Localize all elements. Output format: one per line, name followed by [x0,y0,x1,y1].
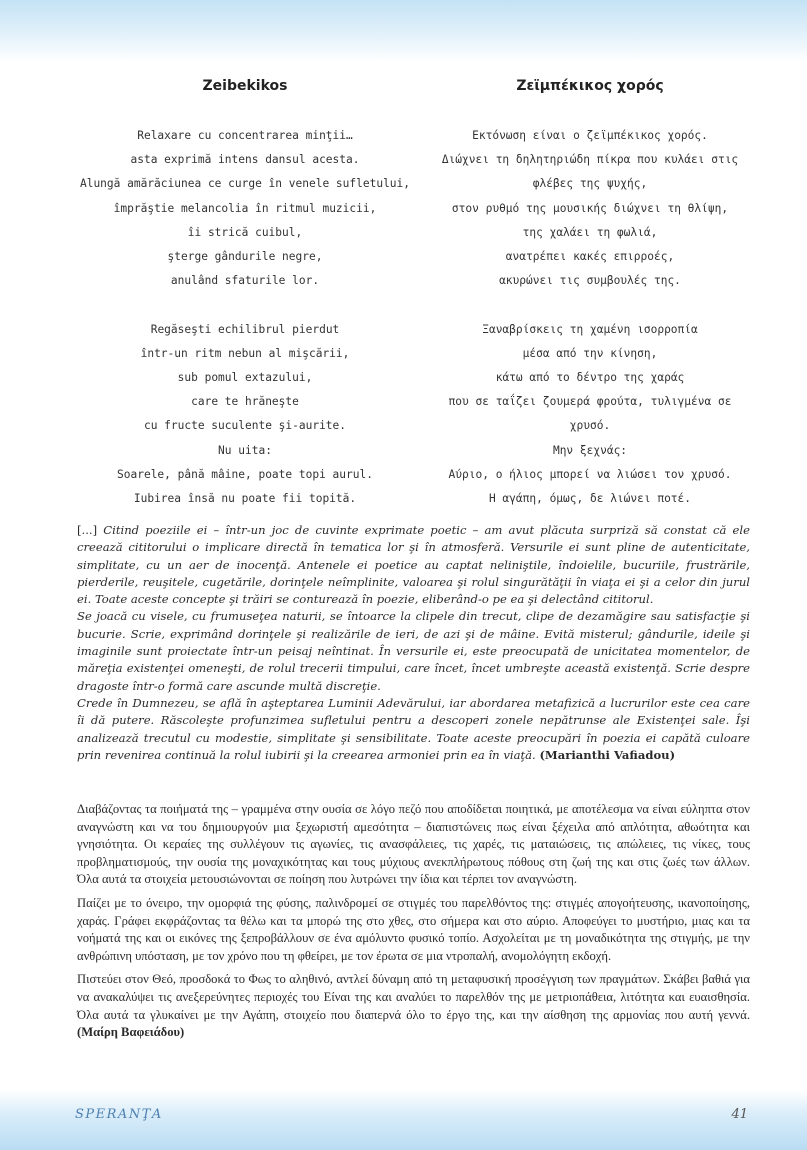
commentary-text: Citind poeziile ei – într-un joc de cuvinte exprimate poetic – am avut plăcuta surpriză să constat că ele creează cititorului o implicare directă în tematica lor şi în atmosferă. Versurile ei sunt pline de autenticitate, simplitate, cu un aer de inocenţă. Antenele ei poetice au captat neliniştile, îndoielile, bucuriile, frustrările, pierderile, reuşitele, cugetările, dorinţele neîmplinite, valoarea şi rolul singurătăţii în viaţa ei şi a celor din jurul ei. Toate aceste concepte şi trăiri se conturează în poezie, eliberând-o pe ea şi delectând cititorul. [77,523,750,607]
poem-line: Regăseşti echilibrul pierdut [150,322,340,336]
poem-line: Relaxare cu concentrarea minţii… [137,129,353,142]
commentary-paragraph [77,522,750,608]
poem-line: κάτω από το δέντρο της χαράς [495,371,685,385]
commentary-text: Crede în Dumnezeu, se află în aşteptarea Luminii Adevărului, iar abordarea metafizică a lucrurilor este cea care îi dă putere. Răscoleşte profunzimea sufletului pentru a descoperi zonele nepătrunse ale Existenţei sale. Îşi analizează trecutul cu modestie, simplitate şi sensibilitate. Toate aceste preocupări în poezia ei capătă culoare prin revenirea continuă la rolul iubirii şi la creearea armoniei prin ea în viaţă. [77,695,750,762]
poem-romanian [70,124,420,511]
poem-line: ανατρέπει κακές επιρροές, [505,250,675,264]
poem-line: Iubirea însă nu poate fii topită. [133,492,357,506]
poem-line: ακυρώνει τις συμβουλές της. [499,274,681,288]
commentary-paragraph [77,695,750,764]
poem-line: Ξαναβρίσκεις τη χαμένη ισορροπία [482,322,698,336]
poem-line: împrăştie melancolia în ritmul muzicii, [113,201,377,215]
poem-line: Soarele, până mâine, poate topi aurul. [117,467,373,481]
poem-line: Αύριο, ο ήλιος μπορεί να λιώσει τον χρυσό. [448,467,732,481]
poem-line: χρυσό. [569,419,611,433]
poem-line: Εκτόνωση είναι ο ζεϊμπέκικος χορός. [472,129,708,142]
poem-line: îi strică cuibul, [187,225,303,239]
page-number: 41 [731,1107,748,1122]
poem-title-romanian: Zeibekikos [202,78,288,94]
poem-line: care te hrăneşte [191,395,299,409]
commentary-paragraph: Se joacă cu visele, cu frumuseţea naturii, se întoarce la clipele din trecut, clipe de dezamăgire sau satisfacţie şi bucurie. Scrie, exprimând dorinţele şi realizările de ieri, de azi şi de mâine. Evită misterul; gândurile, ideile şi imaginile sunt proiectate într-un peisaj neîntinat. În versurile ei, este preocupată de unicitatea momentelor, de măreţia existenţei omeneşti, de rolul trecerii timpului, care încet, încet umbreşte această existenţă. Scrie despre dragoste într-o formă care ascunde multă discreţie. [77,609,750,693]
poem-line: asta exprimă intens dansul acesta. [130,153,360,167]
poem-line: Μην ξεχνάς: [552,443,628,457]
poem-line: anulând sfaturile lor. [170,274,320,288]
poem-line: μέσα από την κίνηση, [522,346,658,360]
poem-line: într-un ritm nebun al mişcării, [140,346,350,360]
poem-greek [415,124,765,511]
stanza-gap [70,293,420,317]
author-signature: (Marianthi Vafiadou) [539,747,676,762]
commentary-paragraph: Διαβάζοντας τα ποιήματά της – γραμμένα στην ουσία σε λόγο πεζό που αποδίδεται ποιητικά, με αποτέλεσμα να είναι εύληπτα στον αναγνώστη και να του δημιουργούν μια ξεχωριστή αμεσότητα – διαπιστώνεις πως είναι ξέχειλα από απλότητα, αθωότητα και γνησιότητα. Οι κεραίες της συλλέγουν τις αγωνίες, τις ανασφάλειες, τις χαρές, τις ματαιώσεις, τις απώλειες, τις νίκες, τους προβληματισμούς, την ουσία της μοναχικότητας και τους μύχιους ανεκπλήρωτους πόθους στη ζωή της και στις ζωές των άλλων. Όλα αυτά τα στοιχεία μετουσιώνονται σε ποίηση που λυτρώνει την ίδια και τέρπει τον αναγνώστη. [77,802,750,887]
commentary-text: Πιστεύει στον Θεό, προσδοκά το Φως το αληθινό, αντλεί δύναμη από τη μεταφυσική προσέγγιση των πραγμάτων. Σκάβει βαθιά για να ανακαλύψει τις ανεξερεύνητες περιοχές του Είναι της και αναλύει το παρελθόν της με μετριοπάθεια, λιτότητα και ευαισθησία. Όλα αυτά τα γλυκαίνει με την Αγάπη, στοιχείο που διαπερνά όλο το έργο της, και την αίσθηση της αρμονίας που αυτή γεννά. [77,972,750,1022]
author-signature: (Μαίρη Βαφειάδου) [77,1025,185,1040]
poem-line: şterge gândurile negre, [167,250,323,264]
poem-line: Alungă amărăciunea ce curge în venele sufletului, [79,177,411,191]
commentary-paragraph [77,971,750,1041]
poem-line: που σε ταΐζει ζουμερά φρούτα, τυλιγμένα σε [448,395,732,409]
commentary-paragraph: Παίζει με το όνειρο, την ομορφιά της φύσης, παλινδρομεί σε στιγμές του παρελθόντος της: στιγμές απογοήτευσης, ικανοποίησης, χαράς. Γράφει εκφράζοντας τα θέλω και τα μπορώ της στο χθες, στο σήμερα και στο αύριο. Αποφεύγει το μυστήριο, μιας και τα νοήματά της και οι εικόνες της ξεπροβάλλουν σε ένα αμόλυντο φυσικό τοπίο. Ασχολείται με τη μοναδικότητα της στιγμής, με την ανθρώπινη υπόσταση, με τον χρόνο που τη φθείρει, με τον έρωτα σε μια ντροπαλή, ανομολόγητη εκδοχή. [77,895,750,963]
magazine-name: SPERANŢA [75,1107,163,1122]
header-decoration [0,0,807,62]
poem-line: Nu uita: [218,443,272,457]
poem-line: φλέβες της ψυχής, [532,177,648,191]
poem-line: στον ρυθμό της μουσικής διώχνει τη θλίψη, [451,201,729,215]
commentary-romanian [77,522,750,764]
poem-line: Η αγάπη, όμως, δε λιώνει ποτέ. [488,492,692,506]
poem-line: της χαλάει τη φωλιά, [522,225,658,239]
poem-line: Διώχνει τη δηλητηριώδη πίκρα που κυλάει στις [441,153,739,167]
poem-line: cu fructe suculente şi-aurite. [143,419,347,433]
ellipsis-marker: [...] [77,523,104,537]
poem-title-greek: Ζεϊμπέκικος χορός [516,78,664,94]
poem-line: sub pomul extazului, [177,371,313,385]
stanza-gap [415,293,765,317]
commentary-greek [77,801,750,1048]
